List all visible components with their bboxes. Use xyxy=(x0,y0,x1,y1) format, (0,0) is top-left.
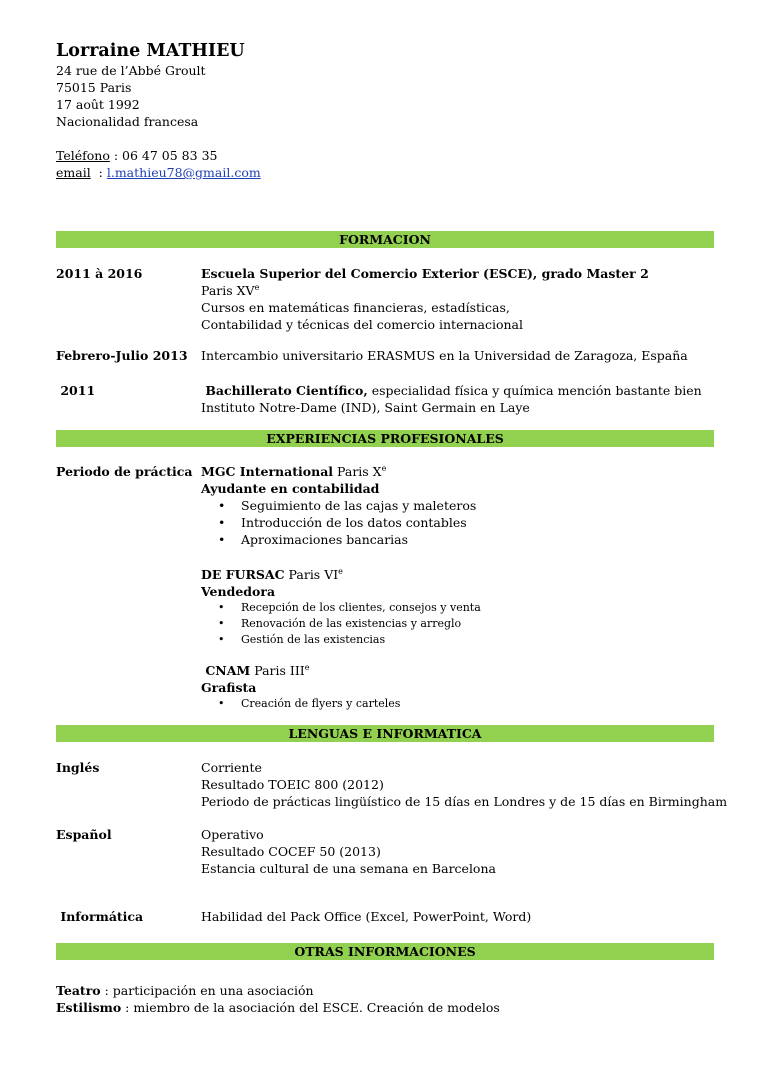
lengua-details xyxy=(201,908,714,925)
list-item: • Seguimiento de las cajas y maleteros xyxy=(201,497,714,514)
formacion-period: 2011 à 2016 xyxy=(56,266,143,281)
spacer xyxy=(56,130,714,147)
lengua-details xyxy=(201,826,714,877)
job-city-sup: e xyxy=(338,567,343,576)
phone-line xyxy=(56,147,714,164)
list-item: • Gestión de las existencias xyxy=(201,632,714,648)
formacion-period: Febrero-Julio 2013 xyxy=(56,348,188,363)
list-item: • Recepción de los clientes, consejos y venta xyxy=(201,600,714,616)
address-city: 75015 Paris xyxy=(56,80,132,95)
address-street: 24 rue de l’Abbé Groult xyxy=(56,63,206,78)
lengua-line: Corriente xyxy=(201,760,262,775)
list-item: • Renovación de las existencias y arreglo xyxy=(201,616,714,632)
candidate-name: Lorraine MATHIEU xyxy=(56,41,245,61)
formacion-title-rest: especialidad física y química mención bastante bien xyxy=(367,383,702,398)
lengua-line: Habilidad del Pack Office (Excel, PowerPoint, Word) xyxy=(201,909,532,924)
lengua-line: Resultado COCEF 50 (2013) xyxy=(201,844,381,859)
section-otras: OTRAS INFORMACIONES xyxy=(56,943,714,960)
job-heading xyxy=(201,463,714,480)
otras-label: Estilismo xyxy=(56,1000,122,1015)
formacion-period: 2011 xyxy=(56,383,96,398)
job-heading xyxy=(201,566,714,583)
job-details xyxy=(201,662,714,712)
job-city-sup: e xyxy=(304,663,310,672)
section-lenguas: LENGUAS E INFORMATICA xyxy=(56,725,714,742)
jobs-list xyxy=(201,463,714,548)
birth-date: 17 août 1992 xyxy=(56,97,140,112)
list-item: • Aproximaciones bancarias xyxy=(201,531,714,548)
job-city: Paris X xyxy=(333,464,382,479)
job-tasks xyxy=(201,696,714,712)
list-item: • Creación de flyers y carteles xyxy=(201,696,714,712)
lengua-line: Periodo de prácticas lingüístico de 15 días en Londres y de 15 días en Birmingham xyxy=(201,794,728,809)
section-experiencias: EXPERIENCIAS PROFESIONALES xyxy=(56,430,714,447)
job-tasks xyxy=(201,497,714,548)
job-role: Grafista xyxy=(201,680,257,695)
job-city: Paris III xyxy=(250,663,305,678)
email-separator: : xyxy=(90,165,107,180)
formacion-line: Contabilidad y técnicas del comercio internacional xyxy=(201,317,523,332)
formacion-line: Instituto Notre-Dame (IND), Saint Germain en Laye xyxy=(201,400,530,415)
formacion-details xyxy=(201,347,714,364)
job-details xyxy=(201,566,714,648)
otras-text: : miembro de la asociación del ESCE. Creación de modelos xyxy=(121,1000,500,1015)
otras-item xyxy=(56,999,714,1016)
job-company: DE FURSAC xyxy=(201,567,285,582)
phone-value: : 06 47 05 83 35 xyxy=(109,148,218,163)
otras-item xyxy=(56,982,714,999)
lengua-label: Español xyxy=(56,827,112,842)
sup: e xyxy=(254,283,260,292)
email-line xyxy=(56,164,714,181)
formacion-line: Intercambio universitario ERASMUS en la Universidad de Zaragoza, España xyxy=(201,348,688,363)
formacion-details xyxy=(201,265,714,333)
formacion-details xyxy=(201,382,714,416)
job-city: Paris VI xyxy=(284,567,339,582)
phone-label: Teléfono xyxy=(56,148,110,163)
lengua-line: Operativo xyxy=(201,827,264,842)
nationality: Nacionalidad francesa xyxy=(56,114,199,129)
otras-list xyxy=(56,982,714,1016)
formacion-line: Paris XVe xyxy=(201,283,260,298)
job-heading xyxy=(201,662,714,679)
lengua-details xyxy=(201,759,728,810)
job-role: Ayudante en contabilidad xyxy=(201,481,380,496)
formacion-line: Cursos en matemáticas financieras, estadísticas, xyxy=(201,300,510,315)
list-item: • Introducción de los datos contables xyxy=(201,514,714,531)
contact-header xyxy=(56,40,714,181)
section-formacion: FORMACION xyxy=(56,231,714,248)
job-company: MGC International xyxy=(201,464,334,479)
job-city-sup: e xyxy=(381,464,387,473)
experiencias-label: Periodo de práctica xyxy=(56,464,193,479)
job-company: CNAM xyxy=(201,663,251,678)
formacion-line xyxy=(201,382,714,399)
job-role: Vendedora xyxy=(201,584,276,599)
lengua-label: Informática xyxy=(56,909,144,924)
otras-text: : participación en una asociación xyxy=(100,983,314,998)
job-tasks xyxy=(201,600,714,648)
otras-label: Teatro xyxy=(56,983,101,998)
lengua-label: Inglés xyxy=(56,760,100,775)
formacion-title: Escuela Superior del Comercio Exterior (ESCE), grado Master 2 xyxy=(201,266,649,281)
email-link[interactable]: l.mathieu78@gmail.com xyxy=(106,165,261,180)
lengua-line: Estancia cultural de una semana en Barcelona xyxy=(201,861,496,876)
lengua-line: Resultado TOEIC 800 (2012) xyxy=(201,777,384,792)
formacion-title: Bachillerato Científico, xyxy=(201,383,368,398)
email-label: email xyxy=(56,165,91,180)
